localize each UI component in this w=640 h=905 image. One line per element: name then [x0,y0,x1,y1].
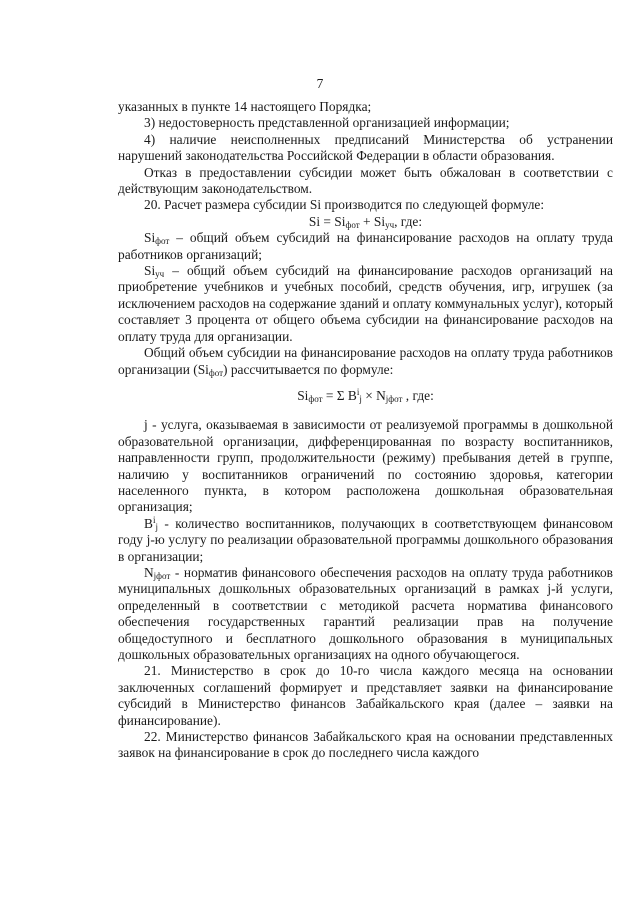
definition-si-uch: $Si_{уч}$ – общий объем субсидий на финансирование расходов организаций на приобретение учебников и учебных пособий, средств обучения, игр, игрушек (за исключением расходов на содержание зданий и оплату коммунальных услуг), который составляет 3 процента от общего объема субсидии на финансирование расходов на оплату труда для организации. [118,263,614,344]
definition-j: j - услуга, оказываемая в зависимости от реализуемой программы в дошкольной образовательной организации, дифференцированная по возрасту воспитанников, направленности групп, продолжительности (режиму) пребывания детей в группе, наличию у воспитанников ограничений по состоянию здоровья, категории населенного пункта, в котором расположена дошкольная образовательная организация; [118,417,613,515]
paragraph: 20. Расчет размера субсидии Si производится по следующей формуле: [144,197,545,213]
page-content [118,99,613,762]
definition-si-fot: $Si_{фот}$ – общий объем субсидий на финансирование расходов на оплату труда работников организаций; [118,230,613,262]
page-number: 7 [316,76,324,91]
paragraph: 3) недостоверность представленной организацией информации; [144,115,510,131]
paragraph: Отказ в предоставлении субсидии может быть обжалован в соответствии с действующим законодательством. [118,164,613,197]
formula-subsidy-total: $Si = Si_{фот} + Si_{уч}$, где: [308,213,423,230]
formula-salary-subsidy: $Si_{фот} = \Sigma$ $B^i_j \times N_{jфот}$ , где: [297,386,434,404]
definition-b: $B^i_j$ - количество воспитанников, получающих в соответствующем финансовом году j-ю услугу по реализации образовательной программы дошкольного образования в организации; [118,514,613,564]
paragraph: 21. Министерство в срок до 10-го числа каждого месяца на основании заключенных соглашений формирует и представляет заявки на финансирование субсидий в Министерство финансов Забайкальского края (далее – заявки на финансирование). [118,663,613,728]
paragraph: Общий объем субсидии на финансирование расходов на оплату труда работников организации $(Si_{фот})$ рассчитывается по формуле: [118,345,613,378]
paragraph: 4) наличие неисполненных предписаний Министерства об устранении нарушений законодательства Российской Федерации в области образования. [118,131,613,164]
paragraph: 22. Министерство финансов Забайкальского края на основании представленных заявок на финансирование в срок до последнего числа каждого [118,729,613,761]
paragraph: указанных в пункте 14 настоящего Порядка; [118,99,372,114]
definition-n: $N_{jфот}$ - норматив финансового обеспечения расходов на оплату труда работников муниципальных дошкольных образовательных организаций в рамках j-й услуги, определенный в соответствии с методикой расчета норматива финансового обеспечения государственных гарантий реализации прав на получение общедоступного и бесплатного дошкольного образования в муниципальных дошкольных образовательных организациях на одного обучающегося. [118,564,613,662]
